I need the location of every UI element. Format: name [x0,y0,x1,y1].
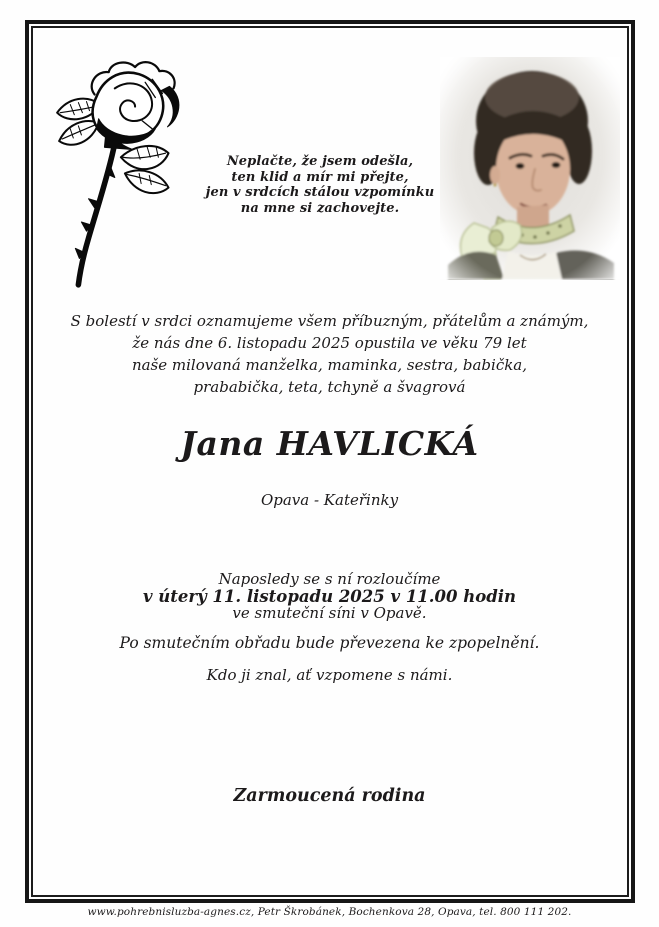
farewell-datetime: v úterý 11. listopadu 2025 v 11.00 hodin [142,587,517,606]
farewell-intro: Naposledy se s ní rozloučíme [218,570,441,588]
deceased-location: Opava - Kateřinky [260,491,399,509]
death-announcement [30,310,629,398]
deceased-name: Jana HAVLICKÁ [180,424,479,463]
announcement-line: že nás dne 6. listopadu 2025 opustila ve věku 79 let [132,334,527,352]
family-signature: Zarmoucená rodina [233,786,426,806]
remembrance-note: Kdo ji znal, ať vzpomene s námi. [206,666,453,684]
farewell-details [30,571,629,622]
funeral-service-footer: www.pohrebnisluzba-agnes.cz, Petr Škrobánek, Bochenkova 28, Opava, tel. 800 111 202. [87,906,572,918]
poem-line: na mne si zachovejte. [240,200,400,216]
poem-line: ten klid a mír mi přejte, [231,169,409,185]
poem-line: Neplačte, že jsem odešla, [226,154,414,169]
announcement-line: prababička, teta, tchyně a švagrová [193,378,466,396]
announcement-line: S bolestí v srdci oznamujeme všem příbuzným, přátelům a známým, [70,312,589,330]
farewell-place: ve smuteční síni v Opavě. [232,604,427,622]
cremation-note: Po smutečním obřadu bude převezena ke zpopelnění. [119,634,540,652]
announcement-line: naše milovaná manželka, maminka, sestra, babička, [131,356,528,374]
poem-line: jen v srdcích stálou vzpomínku [205,185,435,200]
memorial-poem [100,154,540,216]
